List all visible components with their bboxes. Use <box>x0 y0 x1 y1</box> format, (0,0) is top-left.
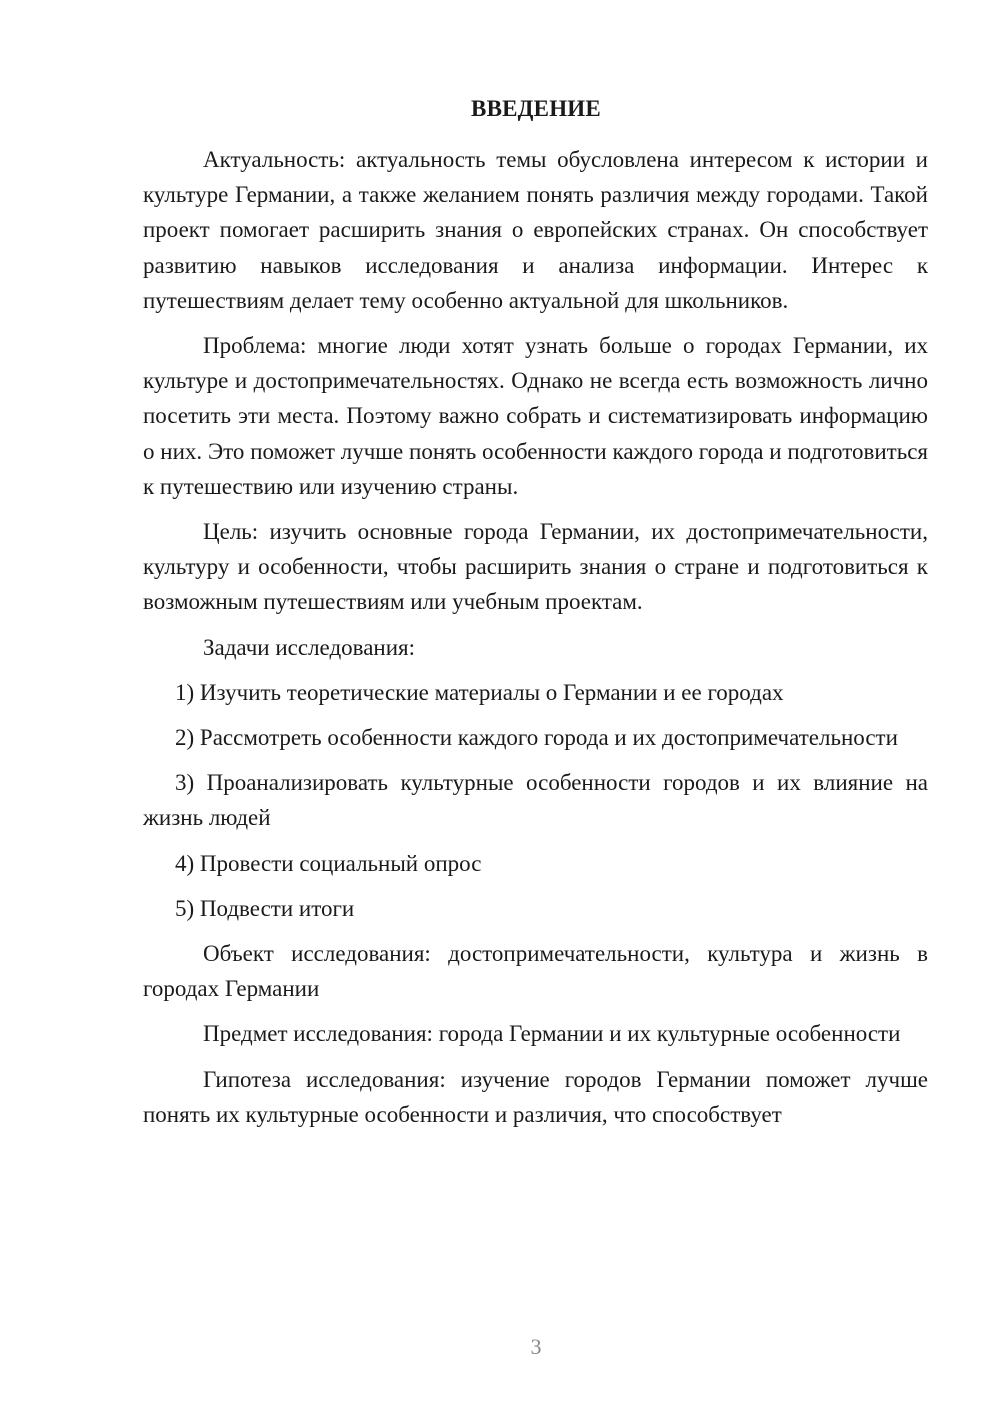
subject-paragraph: Предмет исследования: города Германии и их культурные особенности <box>203 1021 901 1047</box>
section-title: ВВЕДЕНИЕ <box>471 96 601 121</box>
page-number: 3 <box>530 1334 542 1359</box>
tasks-heading: Задачи исследования: <box>203 634 416 660</box>
object-paragraph: Объект исследования: достопримечательности, культура и жизнь в городах Германии <box>143 941 928 1002</box>
hypothesis-paragraph: Гипотеза исследования: изучение городов Германии поможет лучше понять их культурные особенности и различия, что способствует <box>143 1066 928 1127</box>
task-item-1: 1) Изучить теоретические материалы о Германии и ее городах <box>175 679 784 705</box>
problem-paragraph: Проблема: многие люди хотят узнать больше о городах Германии, их культуре и достопримечательностях. Однако не всегда есть возможность лично посетить эти места. Поэтому важно собрать и систематизировать информацию о них. Это поможет лучше понять особенности каждого города и подготовиться к путешествию или изучению страны. <box>143 333 928 499</box>
task-item-3: 3) Проанализировать культурные особенности городов и их влияние на жизнь людей <box>143 770 928 831</box>
task-item-2: 2) Рассмотреть особенности каждого города и их достопримечательности <box>175 725 898 751</box>
document-body <box>143 142 928 1132</box>
relevance-paragraph: Актуальность: актуальность темы обусловлена интересом к истории и культуре Германии, а также желанием понять различия между городами. Такой проект помогает расширить знания о европейских странах. Он способствует развитию навыков исследования и анализа информации. Интерес к путешествиям делает тему особенно актуальной для школьников. <box>143 147 928 313</box>
task-item-4: 4) Провести социальный опрос <box>175 850 482 876</box>
goal-paragraph: Цель: изучить основные города Германии, их достопримечательности, культуру и особенности, чтобы расширить знания о стране и подготовиться к возможным путешествиям или учебным проектам. <box>143 519 928 615</box>
task-item-5: 5) Подвести итоги <box>175 895 355 921</box>
